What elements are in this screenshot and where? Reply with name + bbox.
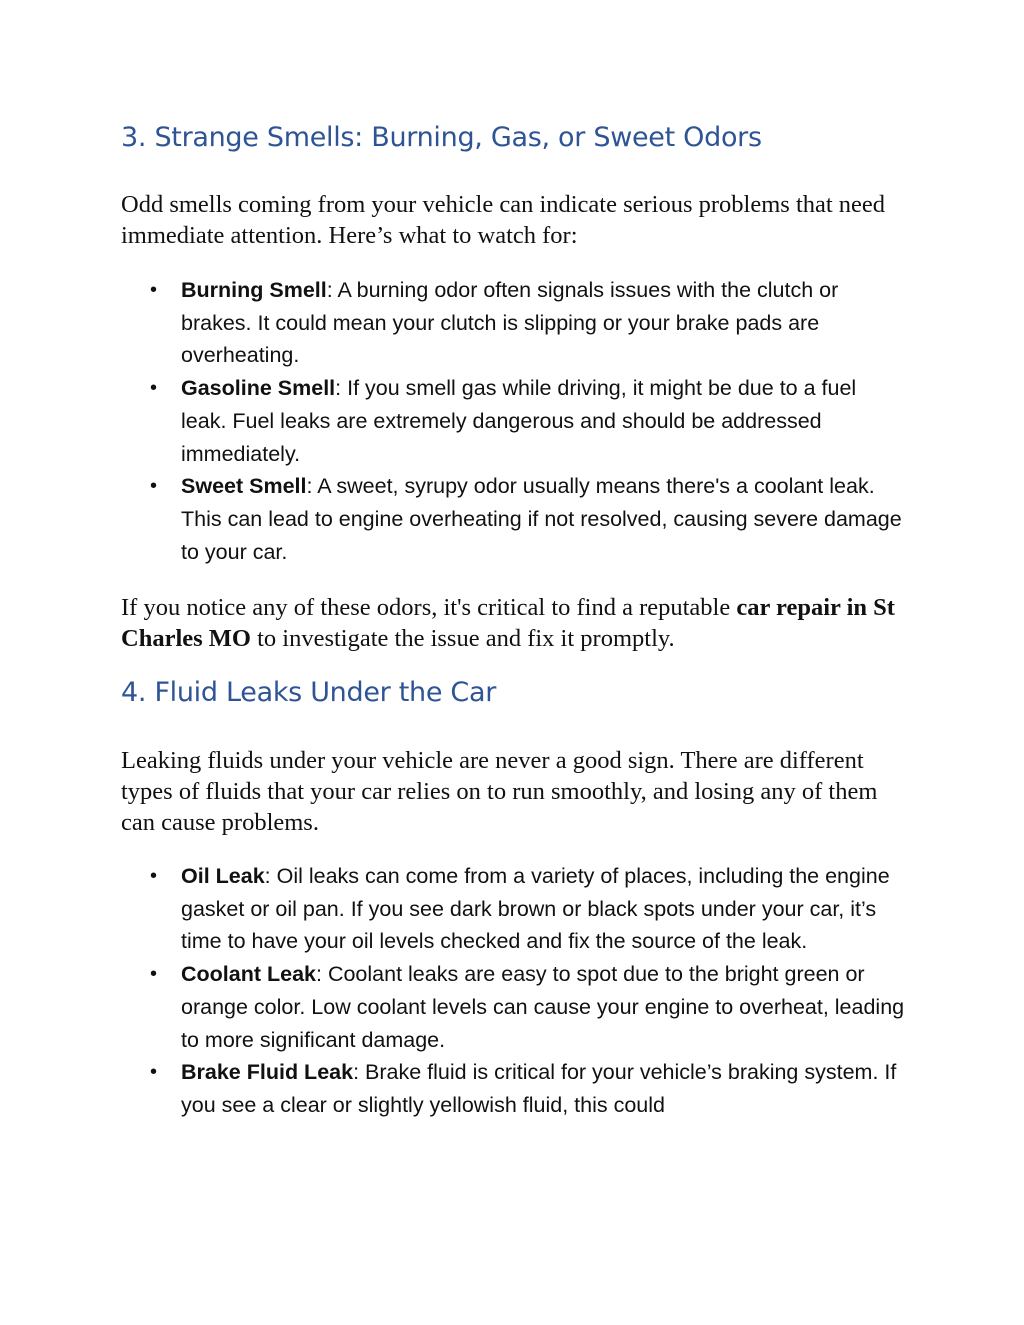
section-4-leak-list xyxy=(0,860,1024,1122)
car-repair-keyword: car repair in St Charles MO xyxy=(121,594,895,652)
section-4-heading: 4. Fluid Leaks Under the Car xyxy=(121,677,497,708)
list-item-text: : A burning odor often signals issues with the clutch or brakes. It could mean your clutch is slipping or your brake pads are overheating. xyxy=(181,278,839,368)
bullet-icon: • xyxy=(150,963,158,986)
list-item-brake-fluid-leak xyxy=(0,1056,906,1121)
list-item-oil-leak xyxy=(0,860,906,958)
list-item-text: : A sweet, syrupy odor usually means there's a coolant leak. This can lead to engine overheating if not resolved, causing severe damage to your car. xyxy=(181,474,902,564)
section-3-closing xyxy=(121,592,911,654)
section-3-heading: 3. Strange Smells: Burning, Gas, or Sweet Odors xyxy=(121,122,762,153)
list-item-term: Oil Leak xyxy=(181,864,265,888)
list-item-term: Coolant Leak xyxy=(181,962,316,987)
bullet-icon: • xyxy=(150,279,158,301)
list-item-sweet-smell xyxy=(0,470,906,568)
section-3-smell-list xyxy=(0,274,1024,568)
bullet-icon: • xyxy=(150,865,158,887)
list-item-term: Burning Smell xyxy=(181,278,327,302)
list-item-text: : Oil leaks can come from a variety of places, including the engine gasket or oil pan. If you see dark brown or black spots under your car, it’s time to have your oil levels checked and fix the source of the leak. xyxy=(181,864,890,954)
closing-text-start: If you notice any of these odors, it's critical to find a reputable xyxy=(121,594,737,621)
bullet-icon: • xyxy=(150,377,158,400)
list-item-burning-smell xyxy=(0,274,906,372)
section-3-intro: Odd smells coming from your vehicle can indicate serious problems that need immediate attention. Here’s what to watch for: xyxy=(121,191,886,249)
list-item-term: Sweet Smell xyxy=(181,474,307,499)
list-item-term: Gasoline Smell xyxy=(181,376,336,401)
list-item-term: Brake Fluid Leak xyxy=(181,1060,354,1085)
list-item-text: : Brake fluid is critical for your vehicle’s braking system. If you see a clear or slightly yellowish fluid, this could xyxy=(181,1060,897,1117)
section-4-intro: Leaking fluids under your vehicle are never a good sign. There are different types of fluids that your car relies on to run smoothly, and losing any of them can cause problems. xyxy=(121,747,878,836)
list-item-text: : Coolant leaks are easy to spot due to the bright green or orange color. Low coolant levels can cause your engine to overheat, leading to more significant damage. xyxy=(181,962,905,1052)
list-item-gasoline-smell xyxy=(0,372,906,470)
bullet-icon: • xyxy=(150,475,158,498)
list-item-coolant-leak xyxy=(0,958,906,1056)
closing-text-end: to investigate the issue and fix it promptly. xyxy=(250,625,675,652)
bullet-icon: • xyxy=(150,1061,158,1084)
list-item-text: : If you smell gas while driving, it might be due to a fuel leak. Fuel leaks are extremely dangerous and should be addressed immediately. xyxy=(181,376,857,466)
